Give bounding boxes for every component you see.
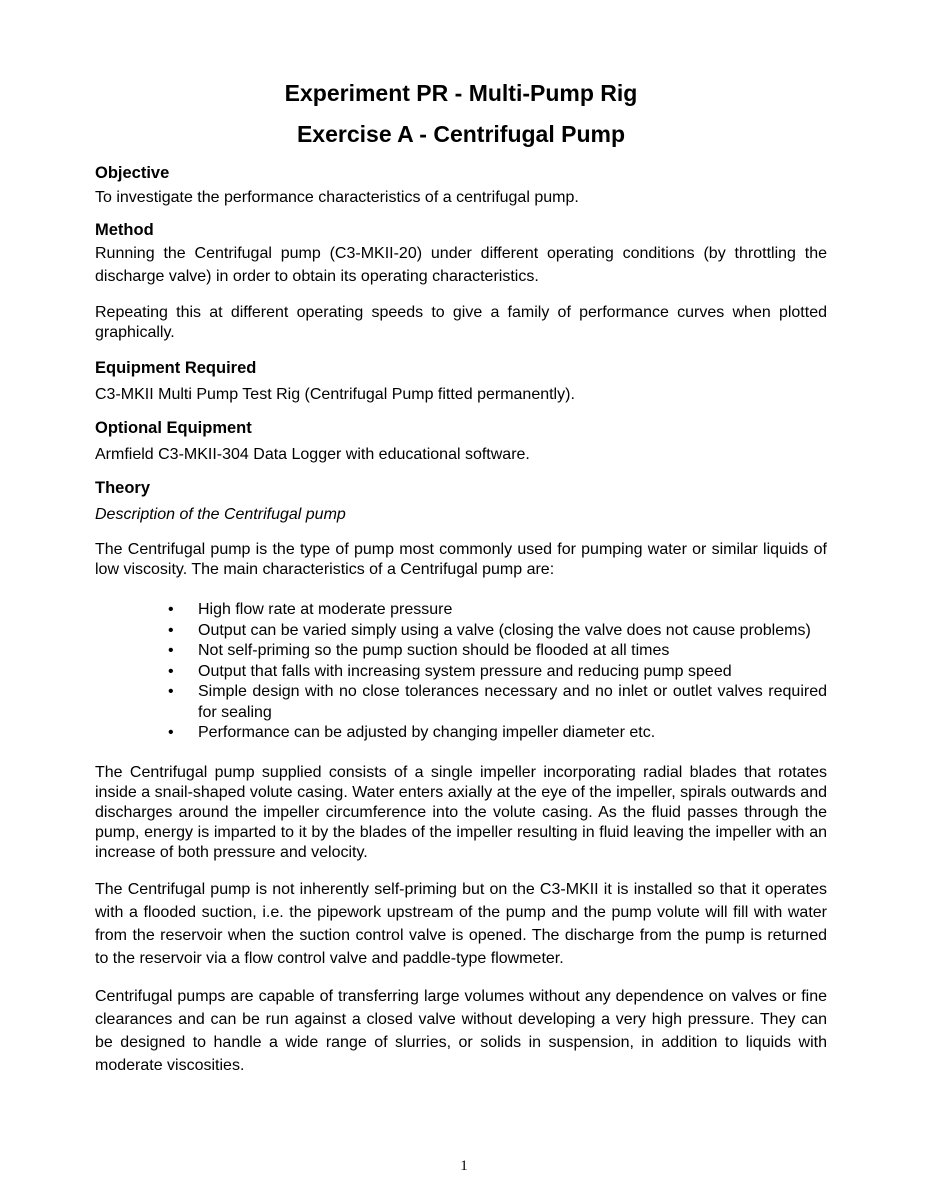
list-item [168, 621, 827, 642]
equipment-heading: Equipment Required [95, 359, 257, 377]
optional-equipment-text: Armfield C3-MKII-304 Data Logger with educational software. [95, 446, 530, 463]
list-item [168, 600, 827, 621]
theory-heading: Theory [95, 479, 151, 497]
equipment-text: C3-MKII Multi Pump Test Rig (Centrifugal Pump fitted permanently). [95, 386, 575, 403]
theory-subheading: Description of the Centrifugal pump [95, 506, 346, 523]
list-item [168, 641, 827, 662]
bullet-icon: • [168, 724, 174, 741]
theory-paragraph-1: The Centrifugal pump supplied consists of a single impeller incorporating radial blades that rotates inside a snail-shaped volute casing. Water enters axially at the eye of the impeller, spirals outwards and discharges around the impeller circumference into the volute casing. As the fluid passes through the pump, energy is imparted to it by the blades of the impeller resulting in fluid leaving the impeller with an increase of both pressure and velocity. [95, 763, 827, 861]
document-page [95, 78, 827, 1077]
bullet-icon: • [168, 683, 174, 700]
list-item-text: Simple design with no close tolerances necessary and no inlet or outlet valves required for sealing [198, 683, 827, 721]
objective-heading: Objective [95, 164, 170, 182]
bullet-icon: • [168, 621, 174, 639]
method-heading: Method [95, 221, 154, 239]
document-title: Experiment PR - Multi-Pump Rig [284, 80, 638, 106]
list-item-text: Output that falls with increasing system pressure and reducing pump speed [198, 662, 732, 680]
list-item [168, 662, 827, 683]
bullet-icon: • [168, 642, 174, 659]
objective-text: To investigate the performance characteristics of a centrifugal pump. [95, 189, 579, 206]
list-item-text: Performance can be adjusted by changing impeller diameter etc. [198, 724, 656, 741]
list-item [168, 723, 827, 744]
page-number: 1 [460, 1158, 468, 1174]
document-subtitle: Exercise A - Centrifugal Pump [296, 121, 626, 147]
bullet-icon: • [168, 601, 174, 618]
list-item-text: Not self-priming so the pump suction should be flooded at all times [198, 642, 670, 659]
characteristics-list [95, 600, 827, 744]
theory-paragraph-2: The Centrifugal pump is not inherently self-priming but on the C3-MKII it is installed so that it operates with a flooded suction, i.e. the pipework upstream of the pump and the pump volute will fill with water from the reservoir when the suction control valve is opened. The discharge from the pump is returned to the reservoir via a flow control valve and paddle-type flowmeter. [95, 880, 827, 967]
theory-intro: The Centrifugal pump is the type of pump most commonly used for pumping water or similar liquids of low viscosity. The main characteristics of a Centrifugal pump are: [95, 541, 827, 578]
bullet-icon: • [168, 662, 174, 680]
list-item-text: High flow rate at moderate pressure [198, 601, 453, 618]
list-item [168, 682, 827, 723]
theory-paragraph-3: Centrifugal pumps are capable of transferring large volumes without any dependence on valves or fine clearances and can be run against a closed valve without developing a very high pressure. They can be designed to handle a wide range of slurries, or solids in suspension, in addition to liquids with moderate viscosities. [95, 987, 827, 1074]
method-paragraph-2: Repeating this at different operating speeds to give a family of performance curves when plotted graphically. [95, 304, 827, 341]
optional-equipment-heading: Optional Equipment [95, 419, 252, 437]
method-paragraph-1: Running the Centrifugal pump (C3-MKII-20) under different operating conditions (by throttling the discharge valve) in order to obtain its operating characteristics. [95, 245, 827, 285]
list-item-text: Output can be varied simply using a valve (closing the valve does not cause problems) [198, 621, 811, 639]
